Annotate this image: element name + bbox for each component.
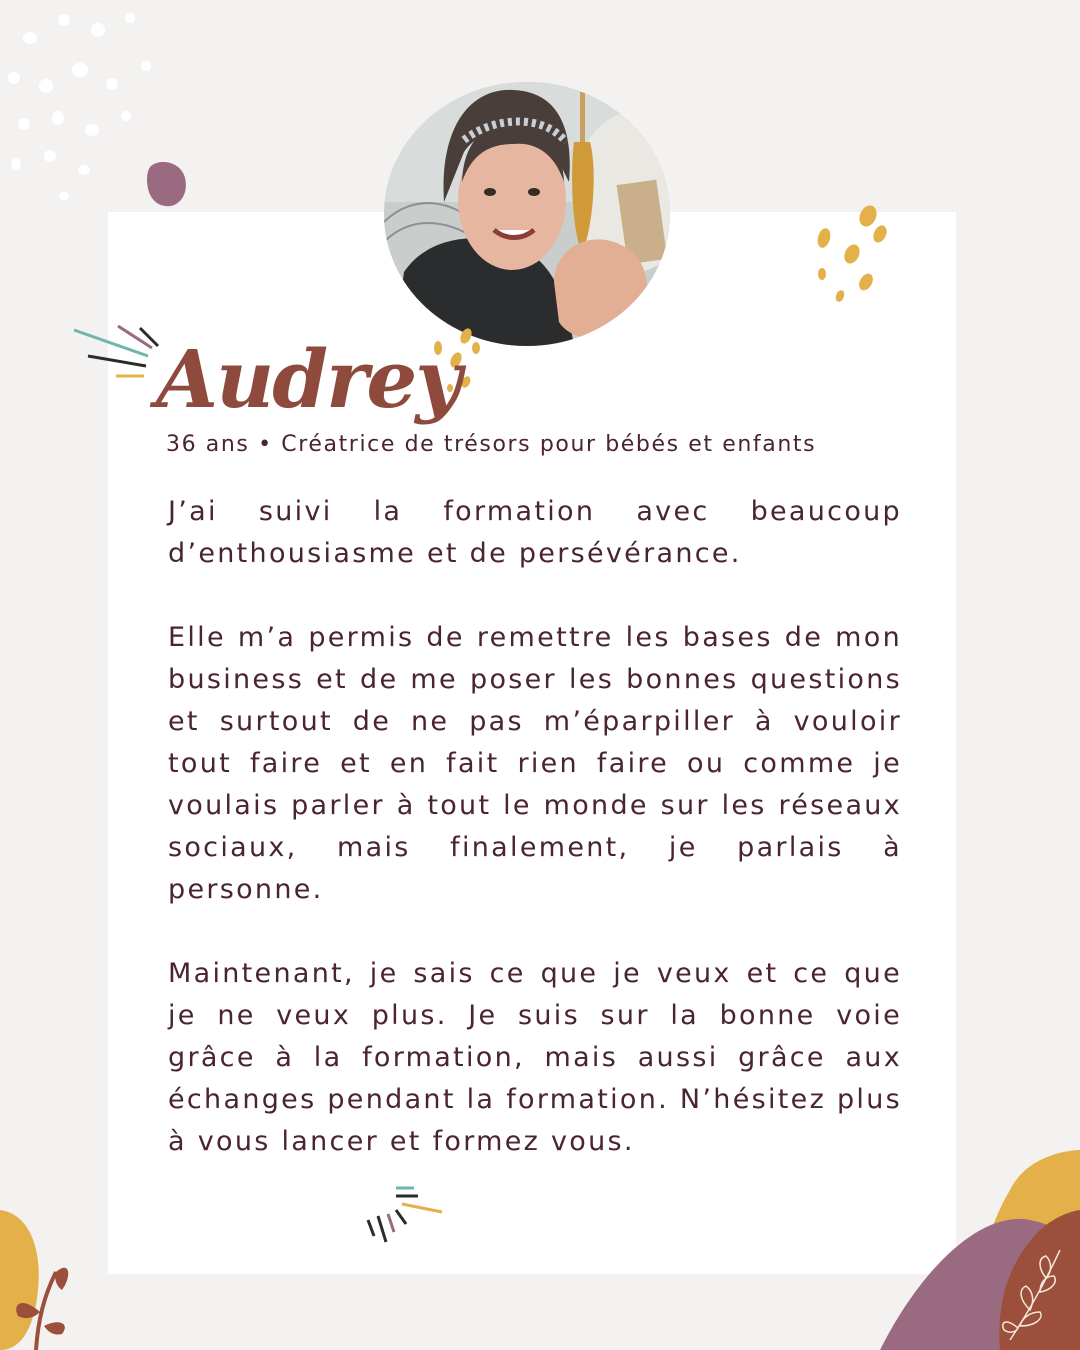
corner-blobs-icon [860, 1150, 1080, 1350]
sparkle-lines-icon [362, 1182, 448, 1248]
person-subtitle: 36 ans • Créatrice de trésors pour bébés et enfants [166, 432, 817, 457]
testimonial-paragraph-2: Elle m’a permis de remettre les bases de mon business et de me poser les bonnes questions et surtout de ne pas m’éparpiller à vouloir tout faire et en fait rien faire ou comme je voulais parler à tout le monde sur les réseaux sociaux, mais finalement, je parlais à personne. [168, 622, 902, 905]
portrait-photo-icon [384, 82, 670, 346]
person-name: Audrey [156, 332, 460, 426]
testimonial-paragraph-1: J’ai suivi la formation avec beaucoup d’enthousiasme et de persévérance. [168, 496, 902, 569]
mustard-dots-icon [810, 200, 900, 310]
sparkle-lines-icon [70, 322, 166, 382]
mauve-blob-icon [145, 160, 189, 210]
leaf-sprig-icon [0, 1200, 80, 1350]
testimonial-paragraph-3: Maintenant, je sais ce que je veux et ce que je ne veux plus. Je suis sur la bonne voie grâce à la formation, mais aussi grâce aux échanges pendant la formation. N’hésitez plus à vous lancer et formez vous. [168, 958, 902, 1157]
